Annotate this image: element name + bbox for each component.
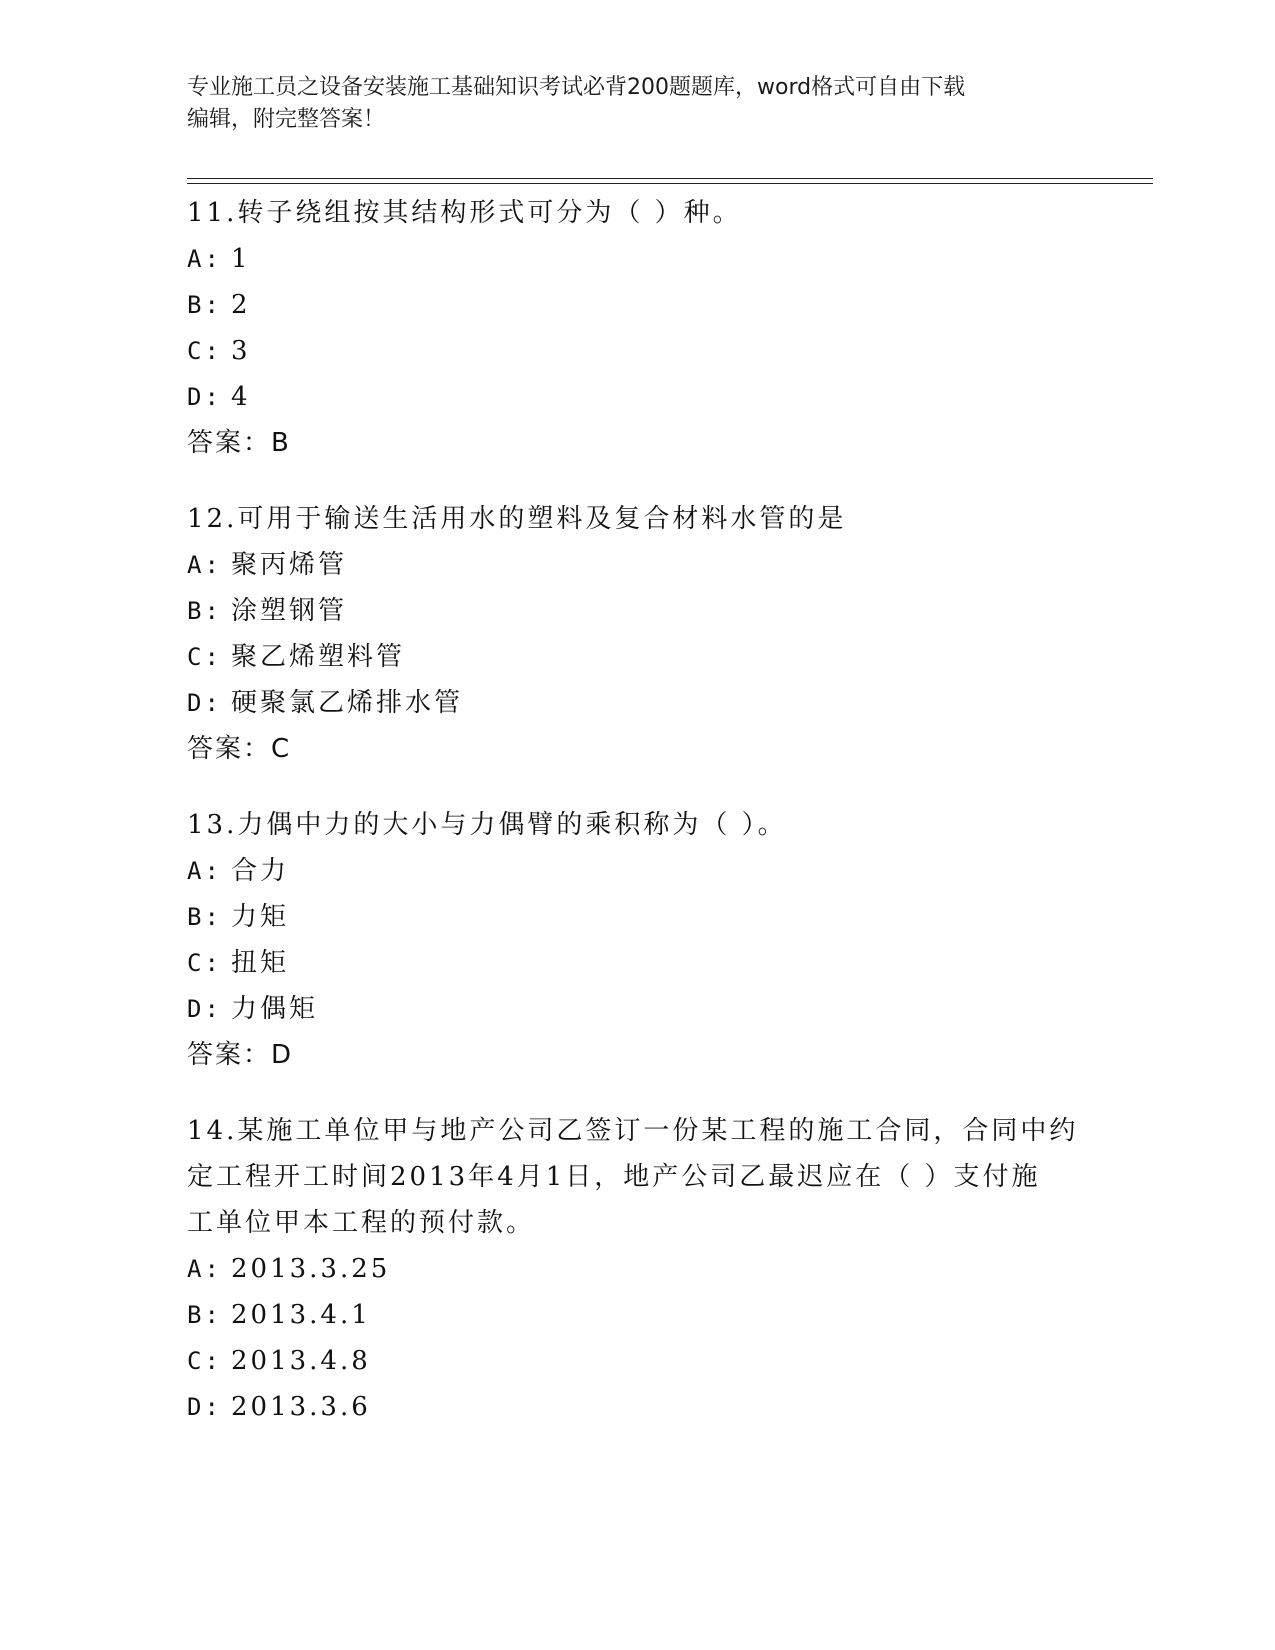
- option-key: D:: [187, 383, 222, 411]
- question-stem: 12.可用于输送生活用水的塑料及复合材料水管的是: [187, 504, 847, 534]
- option-key: C:: [187, 949, 222, 977]
- option-text: 扭矩: [231, 948, 290, 978]
- option-a: [187, 542, 1087, 588]
- option-c: [187, 328, 1087, 374]
- option-key: B:: [187, 903, 222, 931]
- option-text: 聚丙烯管: [231, 550, 348, 580]
- option-a: [187, 1246, 1087, 1292]
- option-d: [187, 680, 1087, 726]
- option-c: [187, 1338, 1087, 1384]
- option-key: C:: [187, 1347, 222, 1375]
- option-key: C:: [187, 643, 222, 671]
- option-key: A:: [187, 551, 222, 579]
- option-b: [187, 282, 1087, 328]
- option-text: 2013.3.6: [231, 1392, 371, 1422]
- option-list: [187, 848, 1087, 1032]
- header-title-line-1: 专业施工员之设备安装施工基础知识考试必背200题题库，word格式可自由下载: [187, 75, 966, 100]
- option-key: D:: [187, 689, 222, 717]
- option-text: 力矩: [231, 902, 290, 932]
- answer-value: C: [271, 734, 290, 764]
- option-b: [187, 894, 1087, 940]
- answer-label: 答案：: [187, 1040, 272, 1070]
- option-c: [187, 940, 1087, 986]
- option-b: [187, 1292, 1087, 1338]
- option-text: 2013.4.1: [231, 1300, 371, 1330]
- option-list: [187, 542, 1087, 726]
- option-b: [187, 588, 1087, 634]
- option-key: B:: [187, 291, 222, 319]
- option-text: 2013.4.8: [231, 1346, 371, 1376]
- option-key: D:: [187, 995, 222, 1023]
- option-text: 合力: [231, 856, 290, 886]
- option-text: 涂塑钢管: [231, 596, 348, 626]
- answer-value: B: [271, 428, 289, 458]
- option-text: 2: [231, 290, 251, 320]
- question-13: [187, 802, 1087, 1078]
- answer-value: D: [271, 1040, 292, 1070]
- option-text: 3: [231, 336, 251, 366]
- answer-line: [187, 1032, 1087, 1078]
- answer-label: 答案：: [187, 734, 272, 764]
- option-a: [187, 236, 1087, 282]
- option-list: [187, 236, 1087, 420]
- option-a: [187, 848, 1087, 894]
- header-divider-top: [187, 178, 1153, 179]
- document-header: [187, 72, 1067, 136]
- option-d: [187, 374, 1087, 420]
- option-text: 1: [231, 244, 251, 274]
- question-stem-line-3: 工单位甲本工程的预付款。: [187, 1208, 536, 1238]
- option-key: B:: [187, 1301, 222, 1329]
- question-stem-line-2: 定工程开工时间2013年4月1日，地产公司乙最迟应在（ ）支付施: [187, 1162, 1041, 1192]
- option-list: [187, 1246, 1087, 1430]
- option-key: A:: [187, 857, 222, 885]
- question-list: [187, 190, 1087, 1460]
- option-text: 2013.3.25: [231, 1254, 391, 1284]
- answer-line: [187, 420, 1087, 466]
- option-text: 硬聚氯乙烯排水管: [231, 688, 464, 718]
- option-key: A:: [187, 1255, 222, 1283]
- answer-label: 答案：: [187, 428, 272, 458]
- option-d: [187, 986, 1087, 1032]
- header-title-line-2: 编辑，附完整答案！: [187, 107, 386, 132]
- header-divider-bottom: [187, 183, 1153, 184]
- option-c: [187, 634, 1087, 680]
- option-key: D:: [187, 1393, 222, 1421]
- option-text: 4: [231, 382, 251, 412]
- option-key: C:: [187, 337, 222, 365]
- option-text: 力偶矩: [231, 994, 319, 1024]
- question-stem-line-1: 14.某施工单位甲与地产公司乙签订一份某工程的施工合同，合同中约: [187, 1116, 1079, 1146]
- question-stem: 13.力偶中力的大小与力偶臂的乘积称为（ ）。: [187, 810, 787, 840]
- question-stem: 11.转子绕组按其结构形式可分为（ ）种。: [187, 198, 742, 228]
- answer-line: [187, 726, 1087, 772]
- question-12: [187, 496, 1087, 772]
- option-d: [187, 1384, 1087, 1430]
- option-key: A:: [187, 245, 222, 273]
- option-key: B:: [187, 597, 222, 625]
- question-11: [187, 190, 1087, 466]
- question-14: [187, 1108, 1087, 1430]
- option-text: 聚乙烯塑料管: [231, 642, 406, 672]
